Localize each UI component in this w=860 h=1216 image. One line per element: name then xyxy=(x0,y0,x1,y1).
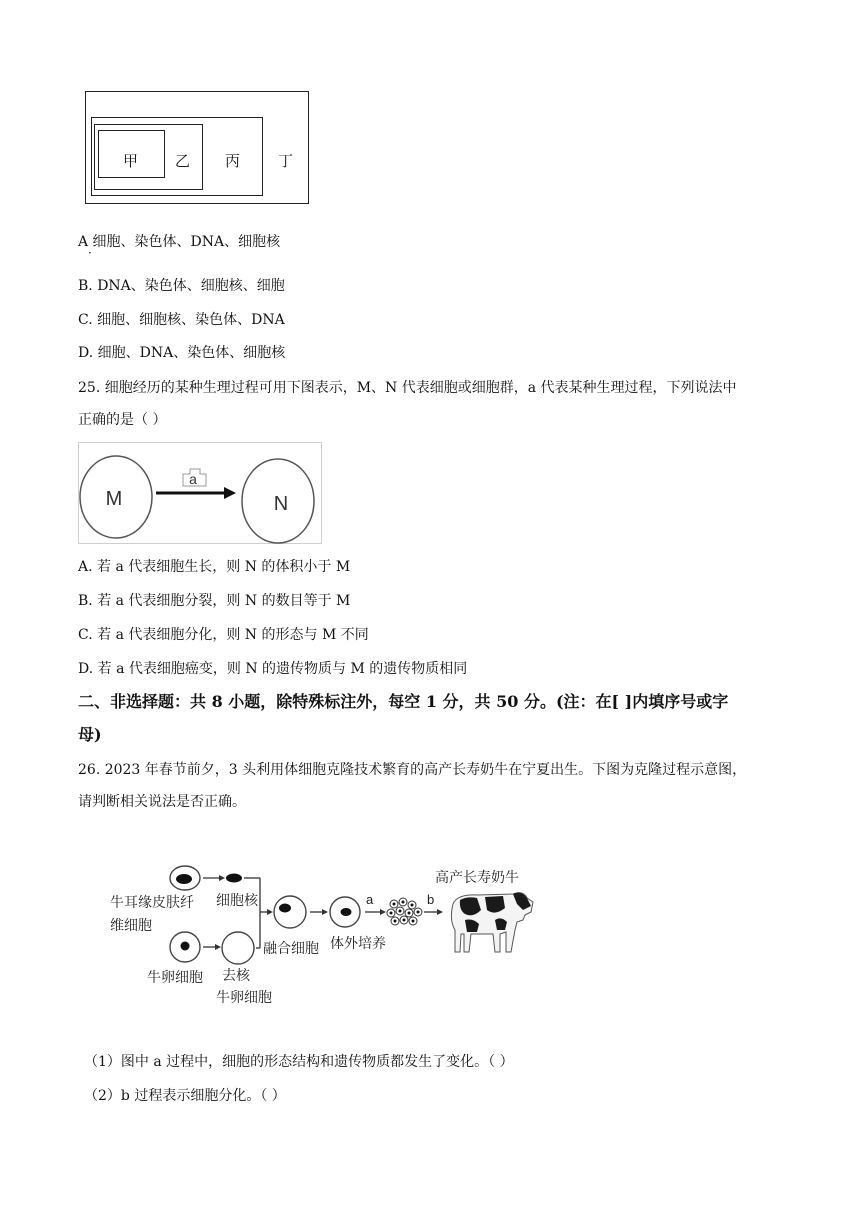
box-label-ding: 丁 xyxy=(278,152,294,170)
section2-heading-line1: 二、非选择题：共 8 小题，除特殊标注外，每空 1 分，共 50 分。(注：在[ ]内填序号或字 xyxy=(78,692,729,711)
q24-option-c: C. 细胞、细胞核、染色体、DNA xyxy=(78,312,285,328)
cell-m-label: M xyxy=(105,488,123,510)
q26-stem-line2: 请判断相关说法是否正确。 xyxy=(78,794,246,810)
dairy-cow-icon xyxy=(451,893,533,952)
svg-text:高产长寿奶牛: 高产长寿奶牛 xyxy=(435,870,519,886)
nucleus-icon xyxy=(226,874,242,883)
q26-sub1: （1）图中 a 过程中，细胞的形态结构和遗传物质都发生了变化。（ ） xyxy=(84,1054,514,1070)
cell-n-label: N xyxy=(273,493,289,515)
svg-text:细胞核: 细胞核 xyxy=(216,893,258,909)
cloning-diagram xyxy=(105,860,545,1010)
q25-option-c: C. 若 a 代表细胞分化，则 N 的形态与 M 不同 xyxy=(78,627,369,643)
q25-stem-line2: 正确的是（ ） xyxy=(78,412,167,428)
q25-stem-line1: 25. 细胞经历的某种生理过程可用下图表示，M、N 代表细胞或细胞群，a 代表某种生理过程，下列说法中 xyxy=(78,380,737,396)
q26-stem-line1: 26. 2023 年春节前夕，3 头利用体细胞克隆技术繁育的高产长寿奶牛在宁夏出生。下图为克隆过程示意图， xyxy=(78,762,747,778)
q25-option-a: A. 若 a 代表细胞生长，则 N 的体积小于 M xyxy=(78,559,351,575)
section2-heading-line2: 母) xyxy=(78,725,102,744)
q24-option-a-dot: · xyxy=(88,246,92,260)
box-label-yi: 乙 xyxy=(175,152,191,170)
q25-option-b: B. 若 a 代表细胞分裂，则 N 的数目等于 M xyxy=(78,593,351,609)
svg-text:维细胞: 维细胞 xyxy=(110,918,152,934)
svg-text:融合细胞: 融合细胞 xyxy=(263,941,319,957)
svg-text:牛卵细胞: 牛卵细胞 xyxy=(216,990,272,1006)
svg-text:去核: 去核 xyxy=(222,968,250,984)
q24-option-d: D. 细胞、DNA、染色体、细胞核 xyxy=(78,345,286,361)
svg-text:牛卵细胞: 牛卵细胞 xyxy=(147,970,203,986)
svg-text:牛耳缘皮肤纤: 牛耳缘皮肤纤 xyxy=(110,895,194,911)
q25-diagram xyxy=(78,442,323,545)
q24-option-a: A 细胞、染色体、DNA、细胞核 xyxy=(78,234,281,250)
q26-sub2: （2）b 过程表示细胞分化。（ ） xyxy=(84,1088,286,1104)
svg-text:a: a xyxy=(366,892,374,907)
svg-text:体外培养: 体外培养 xyxy=(330,936,386,952)
box-label-bing: 丙 xyxy=(225,152,241,170)
q24-option-b: B. DNA、染色体、细胞核、细胞 xyxy=(78,278,285,294)
box-label-jia: 甲 xyxy=(123,152,139,170)
arrow-label: a xyxy=(189,471,197,487)
q25-option-d: D. 若 a 代表细胞癌变，则 N 的遗传物质与 M 的遗传物质相同 xyxy=(78,661,468,677)
svg-text:b: b xyxy=(427,892,435,907)
